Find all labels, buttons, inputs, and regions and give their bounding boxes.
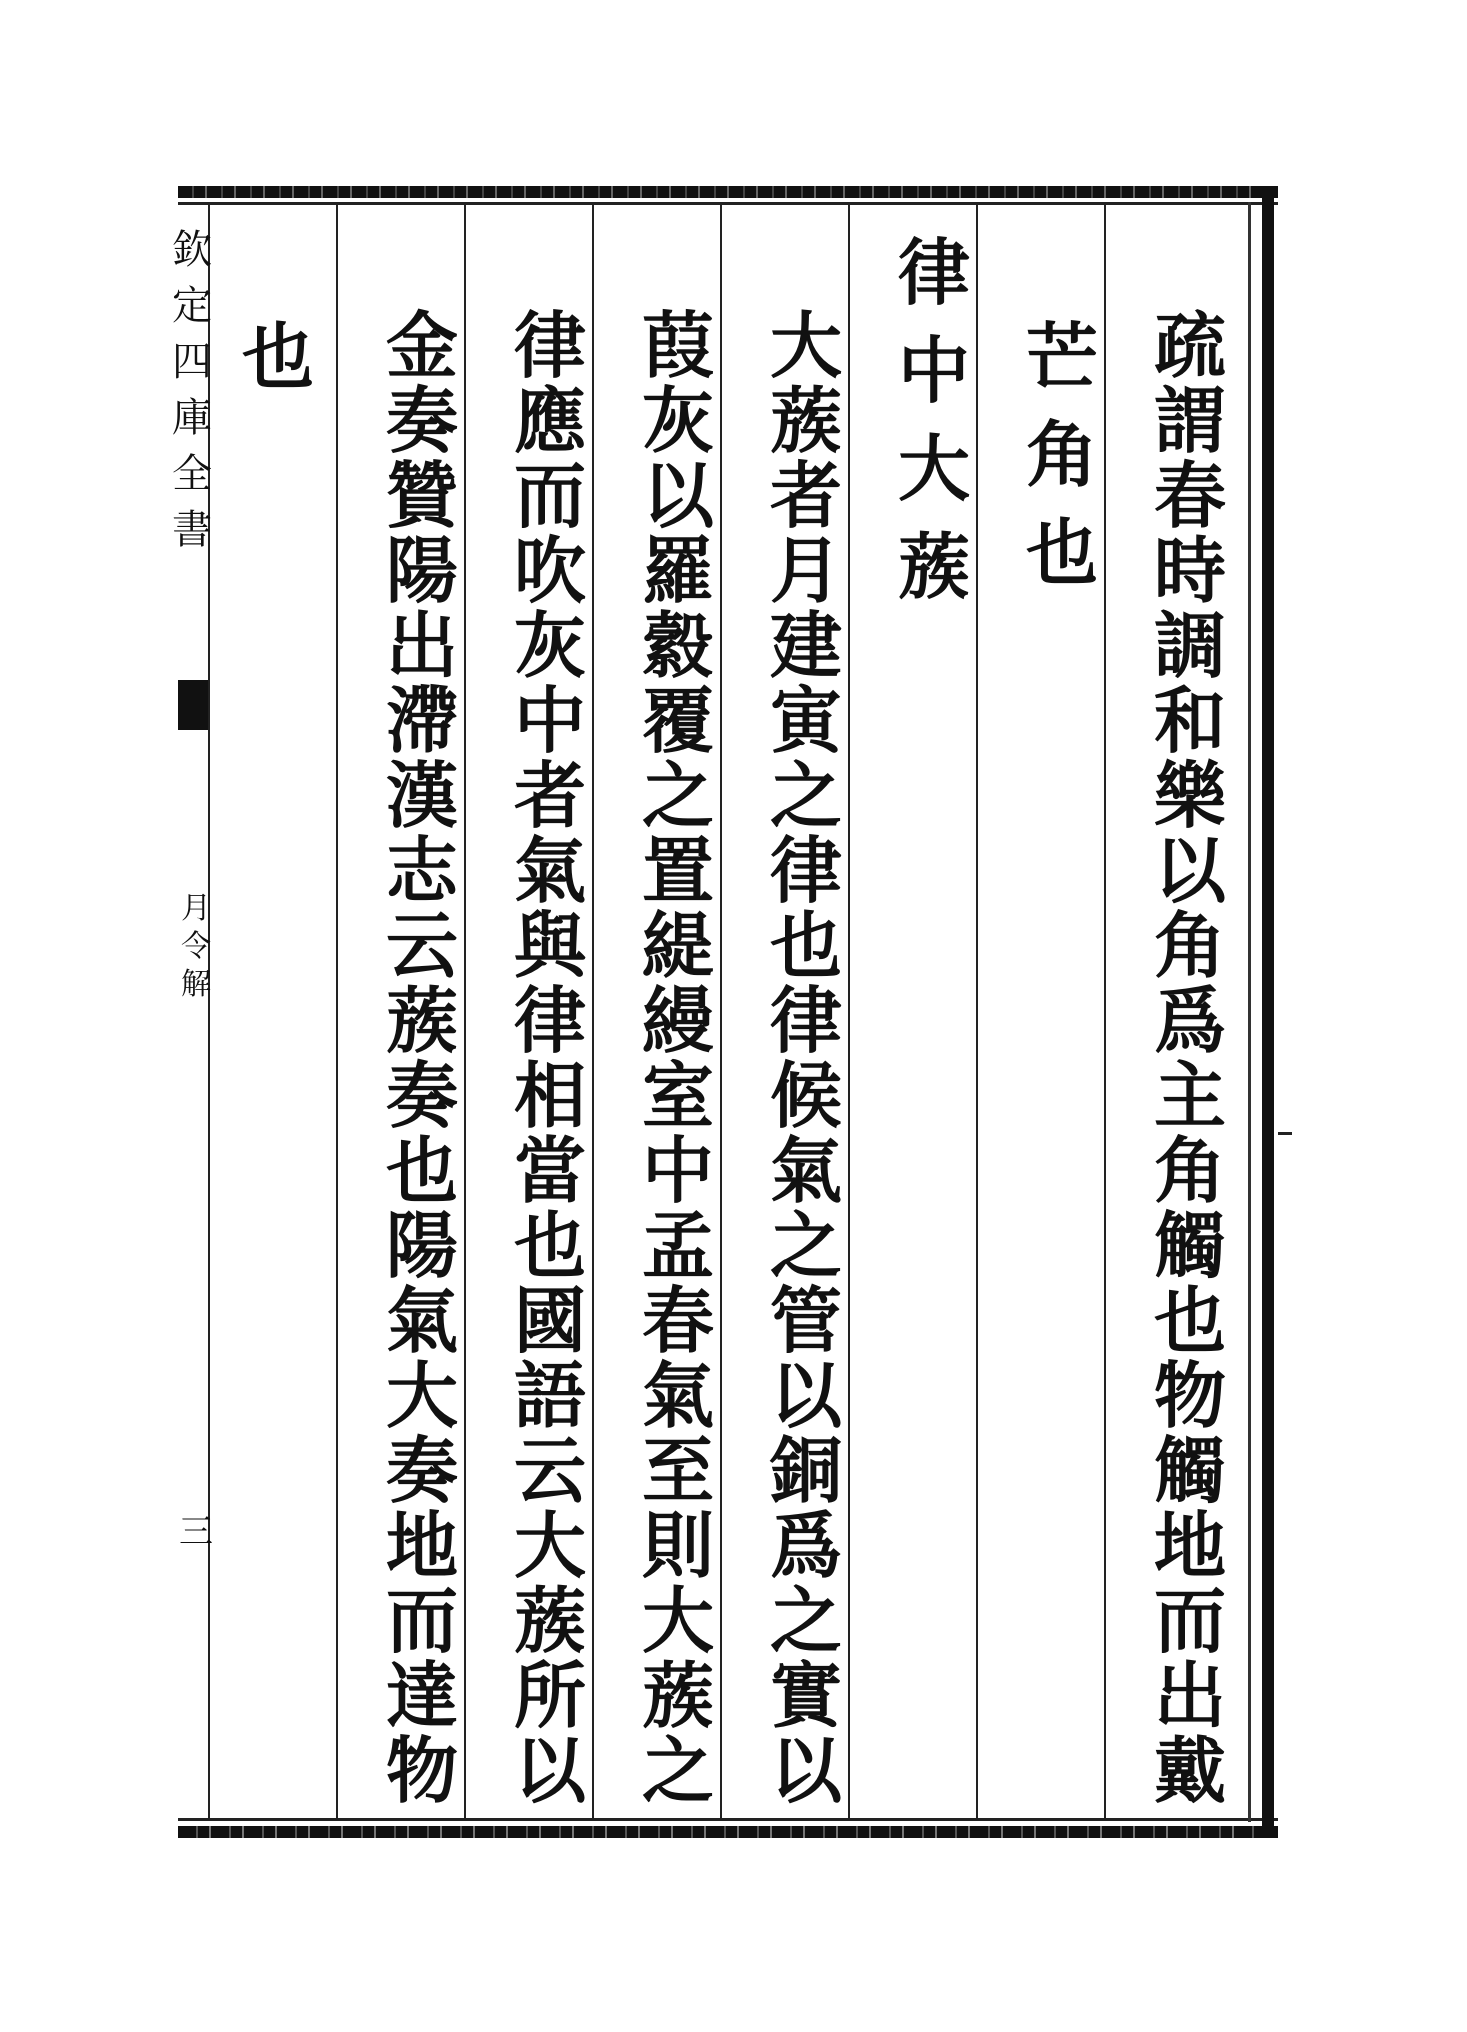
- spine-page-number: 三: [179, 1512, 213, 1552]
- frame-right-inner-line: [1248, 202, 1251, 1822]
- text-column-8: 也: [241, 314, 314, 399]
- text-column-2: 芒角也: [1025, 314, 1098, 595]
- frame-top-inner-line: [178, 202, 1278, 205]
- text-column-3: 律中大蔟: [897, 230, 970, 609]
- margin-tick-mark: [1278, 1132, 1292, 1135]
- text-column-4: 大蔟者月建寅之律也律候氣之管以銅爲之實以: [769, 303, 842, 1813]
- text-column-5: 葭灰以羅縠覆之置緹縵室中孟春氣至則大蔟之: [641, 303, 714, 1813]
- spine-chapter-title: 月令解: [181, 891, 211, 1002]
- frame-bottom-border: [178, 1826, 1278, 1838]
- text-column-7: 金奏贊陽出滯漢志云蔟奏也陽氣大奏地而達物: [385, 303, 458, 1813]
- frame-right-border: [1262, 186, 1274, 1838]
- column-rule-1: [336, 204, 338, 1820]
- spine-book-title: 欽定四庫全書: [172, 227, 212, 553]
- spine-fish-tail-mark: [178, 680, 208, 730]
- frame-top-border: [178, 186, 1278, 198]
- text-column-6: 律應而吹灰中者氣與律相當也國語云大蔟所以: [513, 303, 586, 1813]
- text-column-1: 疏謂春時調和樂以角爲主角觸也物觸地而出戴: [1153, 303, 1226, 1813]
- frame-bottom-inner-line: [178, 1818, 1278, 1821]
